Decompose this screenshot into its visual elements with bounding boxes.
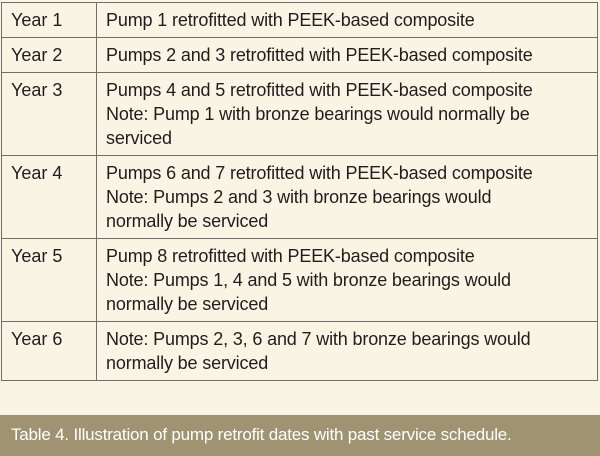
note-line: Note: Pumps 2, 3, 6 and 7 with bronze bearings would (106, 329, 531, 349)
description-line: Pumps 4 and 5 retrofitted with PEEK-based composite (106, 80, 533, 100)
table-row (2, 239, 598, 322)
year-cell: Year 5 (2, 239, 97, 322)
note-line: Note: Pumps 1, 4 and 5 with bronze bearings would (106, 270, 511, 290)
table-caption: Table 4. Illustration of pump retrofit dates with past service schedule. (0, 415, 600, 456)
note-line: normally be serviced (106, 211, 269, 231)
table-row (2, 156, 598, 239)
note-line: Note: Pump 1 with bronze bearings would normally be (106, 104, 530, 124)
year-cell: Year 4 (2, 156, 97, 239)
description-line: Pumps 2 and 3 retrofitted with PEEK-based composite (106, 45, 533, 65)
description-cell (97, 73, 598, 156)
table-body (2, 3, 598, 381)
description-line: Pumps 6 and 7 retrofitted with PEEK-based composite (106, 163, 533, 183)
note-line: normally be serviced (106, 294, 269, 314)
description-cell (97, 322, 598, 381)
table-row (2, 38, 598, 73)
table-row (2, 322, 598, 381)
description-cell (97, 156, 598, 239)
table-row (2, 73, 598, 156)
year-cell: Year 2 (2, 38, 97, 73)
description-line: Pump 8 retrofitted with PEEK-based composite (106, 246, 475, 266)
retrofit-schedule-table (1, 2, 598, 381)
description-cell (97, 3, 598, 38)
description-cell (97, 38, 598, 73)
year-cell: Year 1 (2, 3, 97, 38)
year-cell: Year 3 (2, 73, 97, 156)
description-line: Pump 1 retrofitted with PEEK-based composite (106, 10, 475, 30)
table-row (2, 3, 598, 38)
note-line: serviced (106, 128, 172, 148)
description-cell (97, 239, 598, 322)
note-line: Note: Pumps 2 and 3 with bronze bearings would (106, 187, 492, 207)
note-line: normally be serviced (106, 353, 269, 373)
year-cell: Year 6 (2, 322, 97, 381)
